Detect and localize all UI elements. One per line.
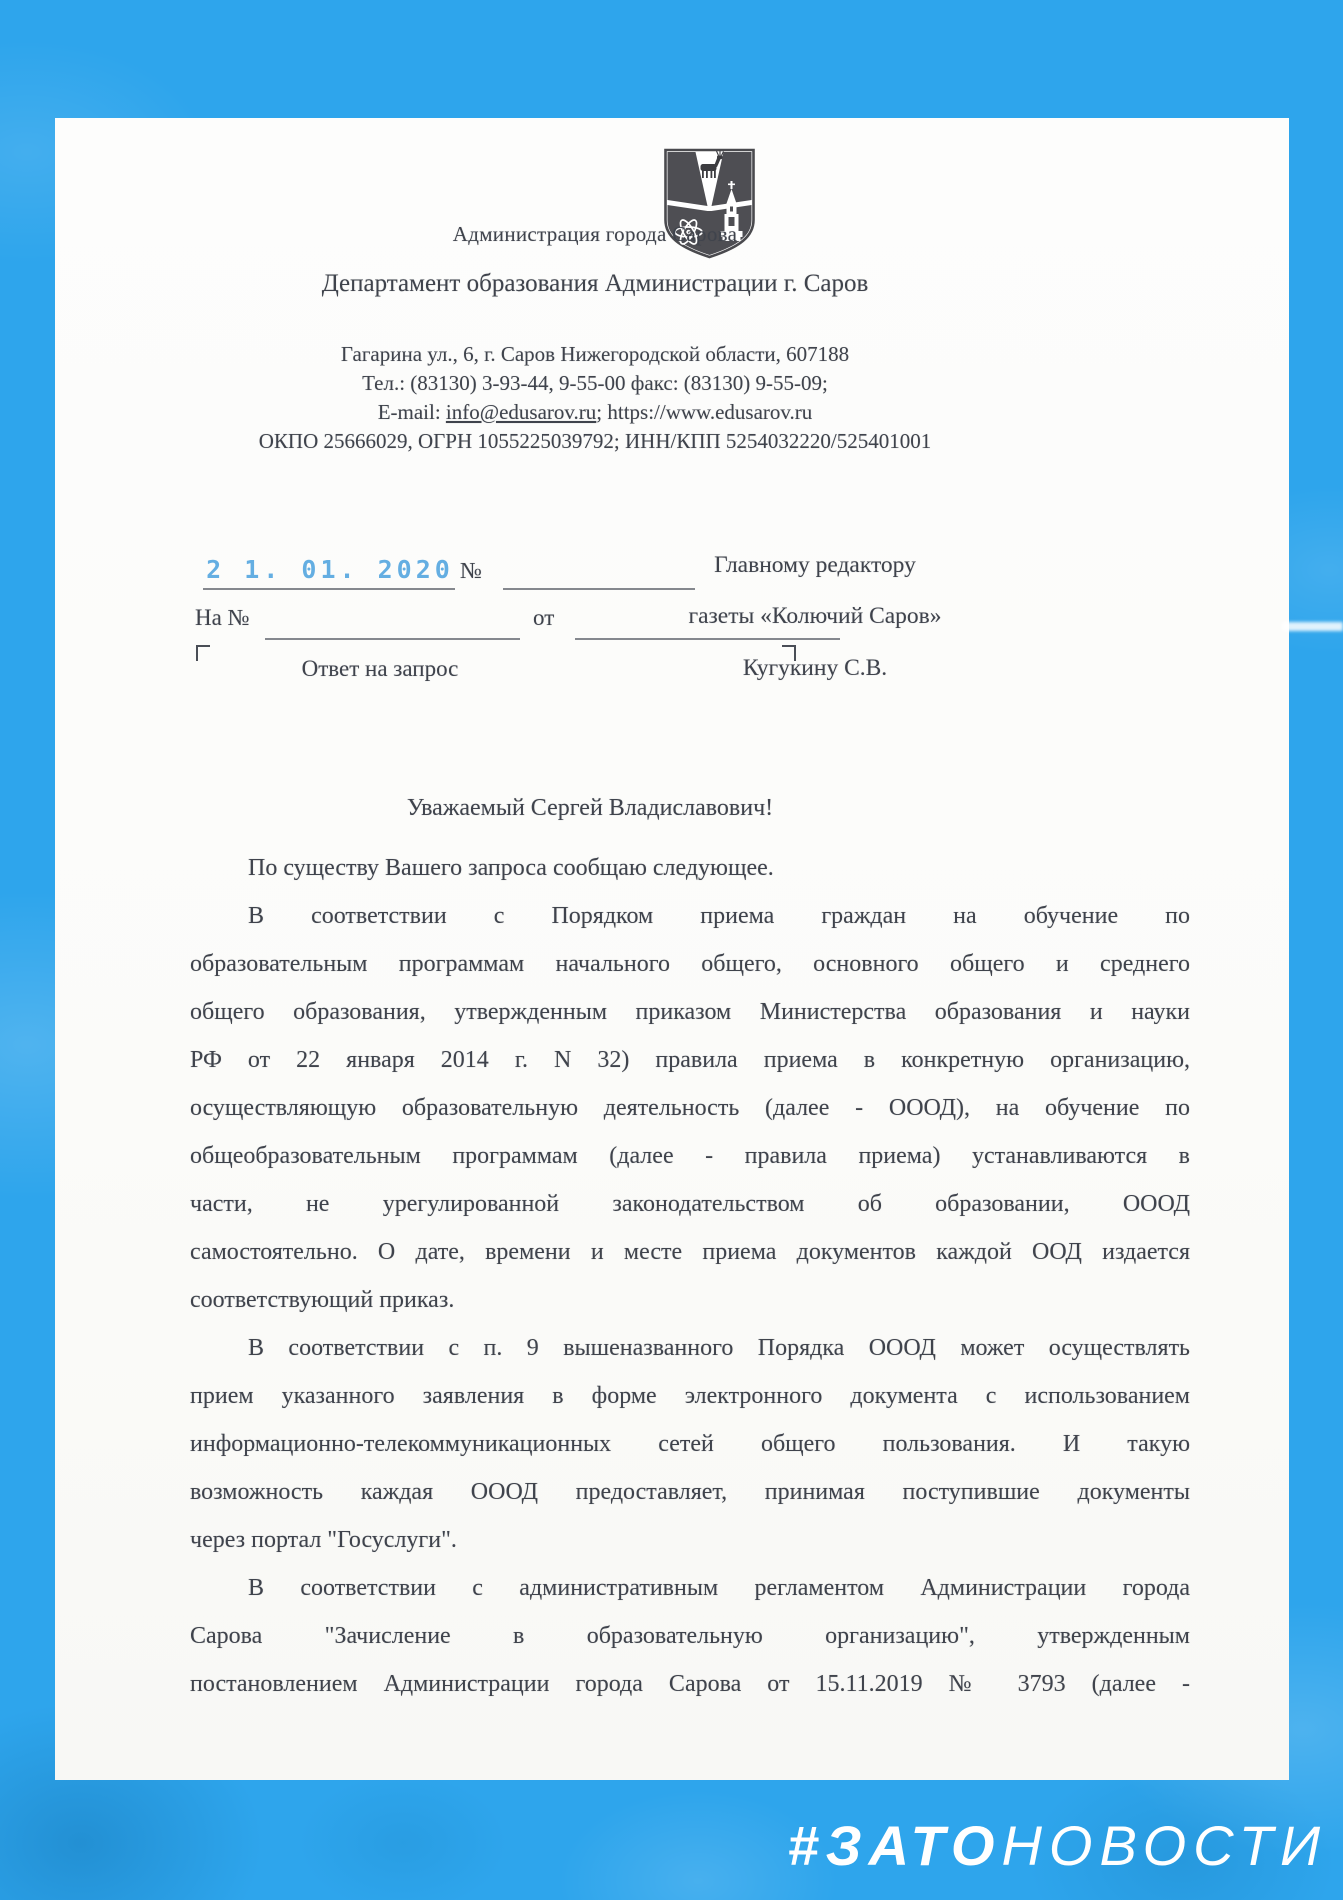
body-line: части, не урегулированной законодательством об образовании, ОООД bbox=[190, 1191, 1190, 1217]
body-line: информационно-телекоммуникационных сетей общего пользования. И такую bbox=[190, 1431, 1190, 1457]
number-underline bbox=[503, 588, 695, 590]
scan-artifact-streak bbox=[1282, 622, 1343, 631]
body-line: прием указанного заявления в форме электронного документа с использованием bbox=[190, 1383, 1190, 1409]
org-registration-codes: ОКПО 25666029, ОГРН 1055225039792; ИНН/КПП 5254032220/525401001 bbox=[258, 429, 932, 453]
department-title: Департамент образования Администрации г. Саров bbox=[321, 270, 869, 297]
reply-to-number-label: На № bbox=[195, 605, 250, 630]
scanned-letter-page bbox=[55, 118, 1289, 1780]
body-line: общего образования, утвержденным приказом Министерства образования и науки bbox=[190, 999, 1190, 1025]
body-line: В соответствии с Порядком приема граждан на обучение по bbox=[248, 903, 1190, 929]
email-separator: ; bbox=[596, 400, 608, 424]
body-line: осуществляющую образовательную деятельность (далее - ОООД), на обучение по bbox=[190, 1095, 1190, 1121]
watermark-light-part: НОВОСТИ bbox=[1001, 1814, 1327, 1877]
reply-from-label: от bbox=[533, 605, 555, 630]
email-link[interactable]: info@edusarov.ru bbox=[445, 400, 597, 424]
body-line: самостоятельно. О дате, времени и месте приема документов каждой ООД издается bbox=[190, 1239, 1190, 1265]
body-line: общеобразовательным программам (далее - правила приема) устанавливаются в bbox=[190, 1143, 1190, 1169]
reply-date-underline bbox=[575, 638, 840, 640]
body-text bbox=[190, 844, 1190, 1708]
website-link[interactable]: https://www.edusarov.ru bbox=[607, 400, 813, 424]
org-title: Администрация города Сарова bbox=[452, 222, 738, 246]
body-line: постановлением Администрации города Сарова от 15.11.2019 № 3793 (далее - bbox=[190, 1671, 1190, 1697]
addressee-name: Кугукину С.В. bbox=[742, 655, 888, 681]
body-line: образовательным программам начального общего, основного общего и среднего bbox=[190, 951, 1190, 977]
date-stamp: 2 1. 01. 2020 bbox=[206, 555, 454, 584]
body-line: через портал "Госуслуги". bbox=[190, 1527, 457, 1553]
body-line: соответствующий приказ. bbox=[190, 1287, 455, 1313]
org-email-website bbox=[55, 398, 1135, 427]
salutation: Уважаемый Сергей Владиславович! bbox=[406, 795, 774, 821]
body-line: возможность каждая ОООД предоставляет, принимая поступившие документы bbox=[190, 1479, 1190, 1505]
number-label: № bbox=[460, 558, 482, 583]
reply-number-underline bbox=[265, 638, 520, 640]
body-line: В соответствии с п. 9 вышеназванного Порядка ОООД может осуществлять bbox=[248, 1335, 1190, 1361]
zato-novosti-watermark bbox=[787, 1814, 1327, 1877]
org-phone-fax: Тел.: (83130) 3-93-44, 9-55-00 факс: (83130) 9-55-09; bbox=[362, 371, 828, 395]
letter-subject: Ответ на запрос bbox=[301, 656, 459, 681]
body-line: В соответствии с административным регламентом Администрации города bbox=[248, 1575, 1190, 1601]
body-line: Сарова "Зачисление в образовательную организацию", утвержденным bbox=[190, 1623, 1190, 1649]
body-line: По существу Вашего запроса сообщаю следующее. bbox=[248, 855, 774, 881]
org-address: Гагарина ул., 6, г. Саров Нижегородской области, 607188 bbox=[340, 342, 850, 366]
date-underline bbox=[203, 588, 455, 590]
addressee-organization: газеты «Колючий Саров» bbox=[688, 603, 942, 629]
body-line: РФ от 22 января 2014 г. N 32) правила приема в конкретную организацию, bbox=[190, 1047, 1190, 1073]
addressee-position: Главному редактору bbox=[714, 552, 916, 578]
watermark-bold-part: #ЗАТО bbox=[787, 1814, 1002, 1877]
email-label: E-mail: bbox=[377, 400, 446, 424]
